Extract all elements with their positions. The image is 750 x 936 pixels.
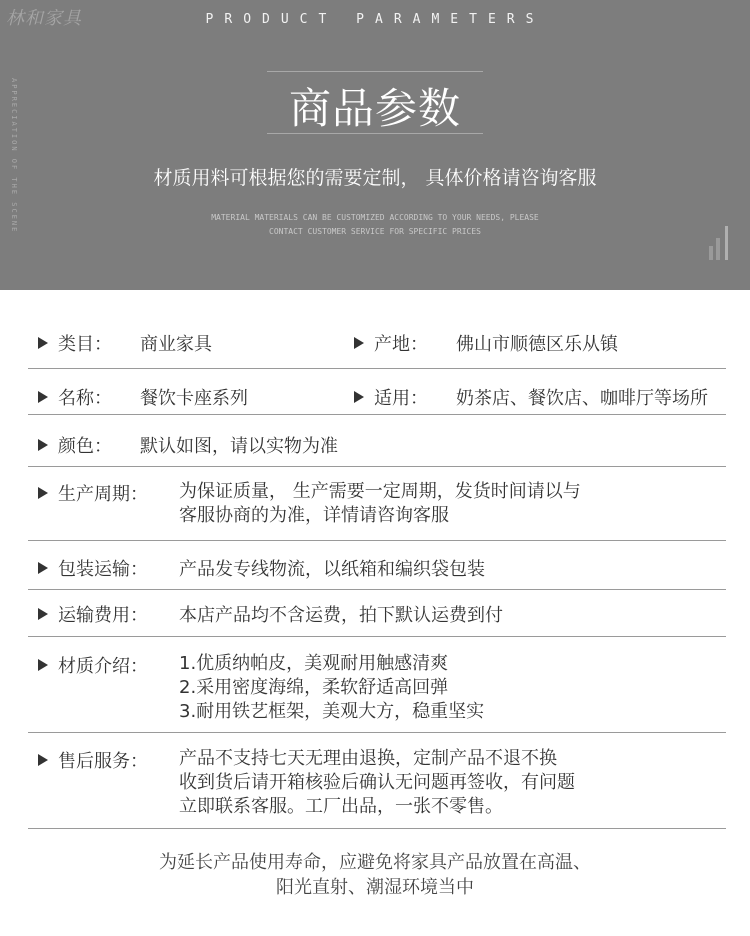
param-label-category: 类目： — [38, 330, 112, 356]
param-row-production-cycle — [28, 480, 726, 530]
header-english-title: PRODUCT PARAMETERS — [205, 12, 545, 27]
triangle-bullet-icon — [38, 562, 48, 574]
row-divider — [28, 732, 726, 733]
triangle-bullet-icon — [38, 659, 48, 671]
param-value-usage: 奶茶店、餐饮店、咖啡厅等场所 — [456, 388, 708, 409]
param-value-color: 默认如图，请以实物为准 — [140, 436, 338, 457]
param-label-name: 名称： — [38, 384, 112, 410]
param-value-packaging: 产品发专线物流，以纸箱和编织袋包装 — [179, 559, 485, 580]
param-label-shipping-fee: 运输费用： — [38, 601, 148, 627]
param-label-packaging: 包装运输： — [38, 555, 148, 581]
value-line: 3.耐用铁艺框架，美观大方，稳重坚实 — [179, 701, 485, 722]
triangle-bullet-icon — [38, 337, 48, 349]
row-divider — [28, 828, 726, 829]
row-divider — [28, 540, 726, 541]
param-label-production-cycle: 生产周期： — [38, 480, 148, 506]
value-line: 客服协商的为准，详情请咨询客服 — [179, 505, 449, 526]
param-row-material — [28, 652, 726, 726]
row-divider — [28, 368, 726, 369]
footer-line: 为延长产品使用寿命，应避免将家具产品放置在高温、 — [159, 852, 591, 873]
param-label-color: 颜色： — [38, 432, 112, 458]
triangle-bullet-icon — [38, 439, 48, 451]
vertical-caption: APPRECIATION OF THE SCENE — [10, 78, 18, 234]
header-banner — [0, 0, 750, 290]
param-row-after-sales — [28, 747, 726, 821]
param-value-name: 餐饮卡座系列 — [140, 388, 248, 409]
value-line: 产品不支持七天无理由退换，定制产品不退不换 — [179, 748, 557, 769]
row-divider — [28, 636, 726, 637]
english-description — [0, 211, 750, 239]
param-label-after-sales: 售后服务： — [38, 747, 148, 773]
param-value-after-sales — [179, 747, 575, 819]
param-value-origin: 佛山市顺德区乐从镇 — [456, 334, 618, 355]
title-divider-bottom — [267, 133, 483, 134]
value-line: 立即联系客服。工厂出品，一张不零售。 — [179, 796, 503, 817]
watermark-logo: 林和家具 — [6, 8, 82, 29]
param-value-shipping-fee: 本店产品均不含运费，拍下默认运费到付 — [179, 605, 503, 626]
triangle-bullet-icon — [38, 487, 48, 499]
triangle-bullet-icon — [38, 391, 48, 403]
param-value-category: 商业家具 — [140, 334, 212, 355]
page-title: 商品参数 — [288, 84, 461, 133]
english-description-line: MATERIAL MATERIALS CAN BE CUSTOMIZED ACCORDING TO YOUR NEEDS, PLEASE — [211, 213, 539, 222]
bars-decoration-icon — [709, 226, 733, 260]
param-value-production-cycle — [179, 480, 581, 528]
value-line: 收到货后请开箱核验后确认无问题再签收，有问题 — [179, 772, 575, 793]
triangle-bullet-icon — [38, 754, 48, 766]
value-line: 1.优质纳帕皮，美观耐用触感清爽 — [179, 653, 449, 674]
value-line: 为保证质量， 生产需要一定周期，发货时间请以与 — [179, 481, 581, 502]
english-description-line: CONTACT CUSTOMER SERVICE FOR SPECIFIC PRICES — [269, 227, 481, 236]
param-value-material — [179, 652, 484, 724]
triangle-bullet-icon — [354, 391, 364, 403]
triangle-bullet-icon — [354, 337, 364, 349]
param-label-material: 材质介绍： — [38, 652, 148, 678]
row-divider — [28, 466, 726, 467]
value-line: 2.采用密度海绵，柔软舒适高回弹 — [179, 677, 449, 698]
footer-note — [0, 850, 750, 900]
page-subtitle: 材质用料可根据您的需要定制， 具体价格请咨询客服 — [153, 167, 597, 189]
row-divider — [28, 414, 726, 415]
triangle-bullet-icon — [38, 608, 48, 620]
title-divider-top — [267, 71, 483, 72]
row-divider — [28, 589, 726, 590]
param-label-usage: 适用： — [354, 384, 428, 410]
param-label-origin: 产地： — [354, 330, 428, 356]
footer-line: 阳光直射、潮湿环境当中 — [276, 877, 474, 898]
